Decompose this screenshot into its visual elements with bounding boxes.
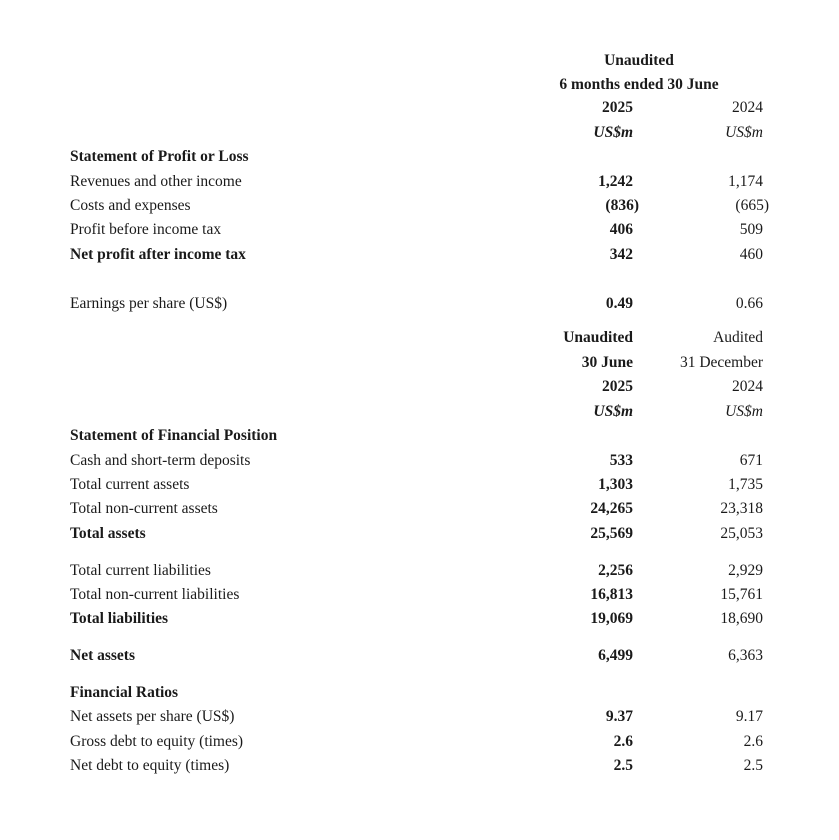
fp-row-prior: 25,053: [720, 525, 763, 542]
fp-row-current: 1,303: [598, 476, 633, 493]
pl-row-current: (836): [605, 197, 639, 214]
pl-row-current: 342: [609, 246, 633, 263]
eps-prior: 0.66: [735, 295, 763, 312]
pl-header-unit-prior: US$m: [725, 124, 763, 141]
fp-section-title: Statement of Financial Position: [70, 427, 278, 444]
fp-row-prior: 2,929: [728, 562, 763, 579]
pl-row-prior: 460: [739, 246, 763, 263]
fp-row-prior: 15,761: [720, 586, 763, 603]
ratio-row-current: 2.6: [613, 733, 633, 750]
fp-row-label: Total current liabilities: [70, 562, 211, 579]
ratio-row-prior: 9.17: [735, 708, 763, 725]
pl-row-label: Revenues and other income: [70, 173, 242, 190]
fp-row-label: Cash and short-term deposits: [70, 452, 251, 469]
fp-row-label: Total assets: [70, 525, 146, 542]
pl-row-label: Profit before income tax: [70, 221, 222, 238]
pl-section-title: Statement of Profit or Loss: [70, 148, 249, 165]
pl-header-period: 6 months ended 30 June: [559, 76, 719, 93]
fp-header-unit-current: US$m: [593, 403, 633, 420]
fp-header-year-prior: 2024: [732, 378, 763, 395]
fp-row-prior: 1,735: [728, 476, 763, 493]
fp-row-prior: 23,318: [720, 500, 763, 517]
pl-row-prior: 1,174: [728, 173, 763, 190]
pl-row-label: Net profit after income tax: [70, 246, 246, 263]
pl-header-year-current: 2025: [602, 99, 633, 116]
fp-row-label: Total liabilities: [70, 610, 169, 627]
pl-row-current: 1,242: [598, 173, 633, 190]
fp-header-unit-prior: US$m: [725, 403, 763, 420]
eps-current: 0.49: [605, 295, 633, 312]
ratio-row-label: Gross debt to equity (times): [70, 733, 244, 750]
fp-row-current: 24,265: [590, 500, 633, 517]
fp-header-date-prior: 31 December: [679, 354, 763, 371]
fp-row-current: 16,813: [590, 586, 633, 603]
fp-row-label: Total non-current liabilities: [70, 586, 240, 603]
pl-row-prior: (665): [735, 197, 769, 214]
pl-header-year-prior: 2024: [732, 99, 763, 116]
ratio-row-label: Net assets per share (US$): [70, 708, 235, 725]
pl-header-unit-current: US$m: [593, 124, 633, 141]
fp-row-label: Net assets: [70, 647, 135, 664]
pl-header-unaudited: Unaudited: [604, 52, 674, 69]
fp-row-current: 19,069: [590, 610, 633, 627]
pl-row-label: Costs and expenses: [70, 197, 191, 214]
fp-header-status-prior: Audited: [713, 329, 763, 346]
fp-row-label: Total current assets: [70, 476, 190, 493]
fp-row-current: 2,256: [598, 562, 633, 579]
fp-row-prior: 18,690: [720, 610, 763, 627]
eps-label: Earnings per share (US$): [70, 295, 228, 312]
fp-header-status-current: Unaudited: [563, 329, 633, 346]
fp-header-date-current: 30 June: [581, 354, 633, 371]
fp-row-current: 6,499: [598, 647, 633, 664]
ratio-row-label: Net debt to equity (times): [70, 757, 230, 774]
fp-row-prior: 671: [739, 452, 763, 469]
ratios-section-title: Financial Ratios: [70, 684, 179, 701]
fp-row-current: 25,569: [590, 525, 633, 542]
fp-row-current: 533: [609, 452, 633, 469]
ratio-row-current: 9.37: [605, 708, 633, 725]
fp-row-label: Total non-current assets: [70, 500, 218, 517]
ratio-row-prior: 2.6: [743, 733, 763, 750]
fp-row-prior: 6,363: [728, 647, 763, 664]
fp-header-year-current: 2025: [602, 378, 633, 395]
pl-row-prior: 509: [739, 221, 763, 238]
ratio-row-prior: 2.5: [743, 757, 763, 774]
ratio-row-current: 2.5: [613, 757, 633, 774]
pl-row-current: 406: [609, 221, 633, 238]
